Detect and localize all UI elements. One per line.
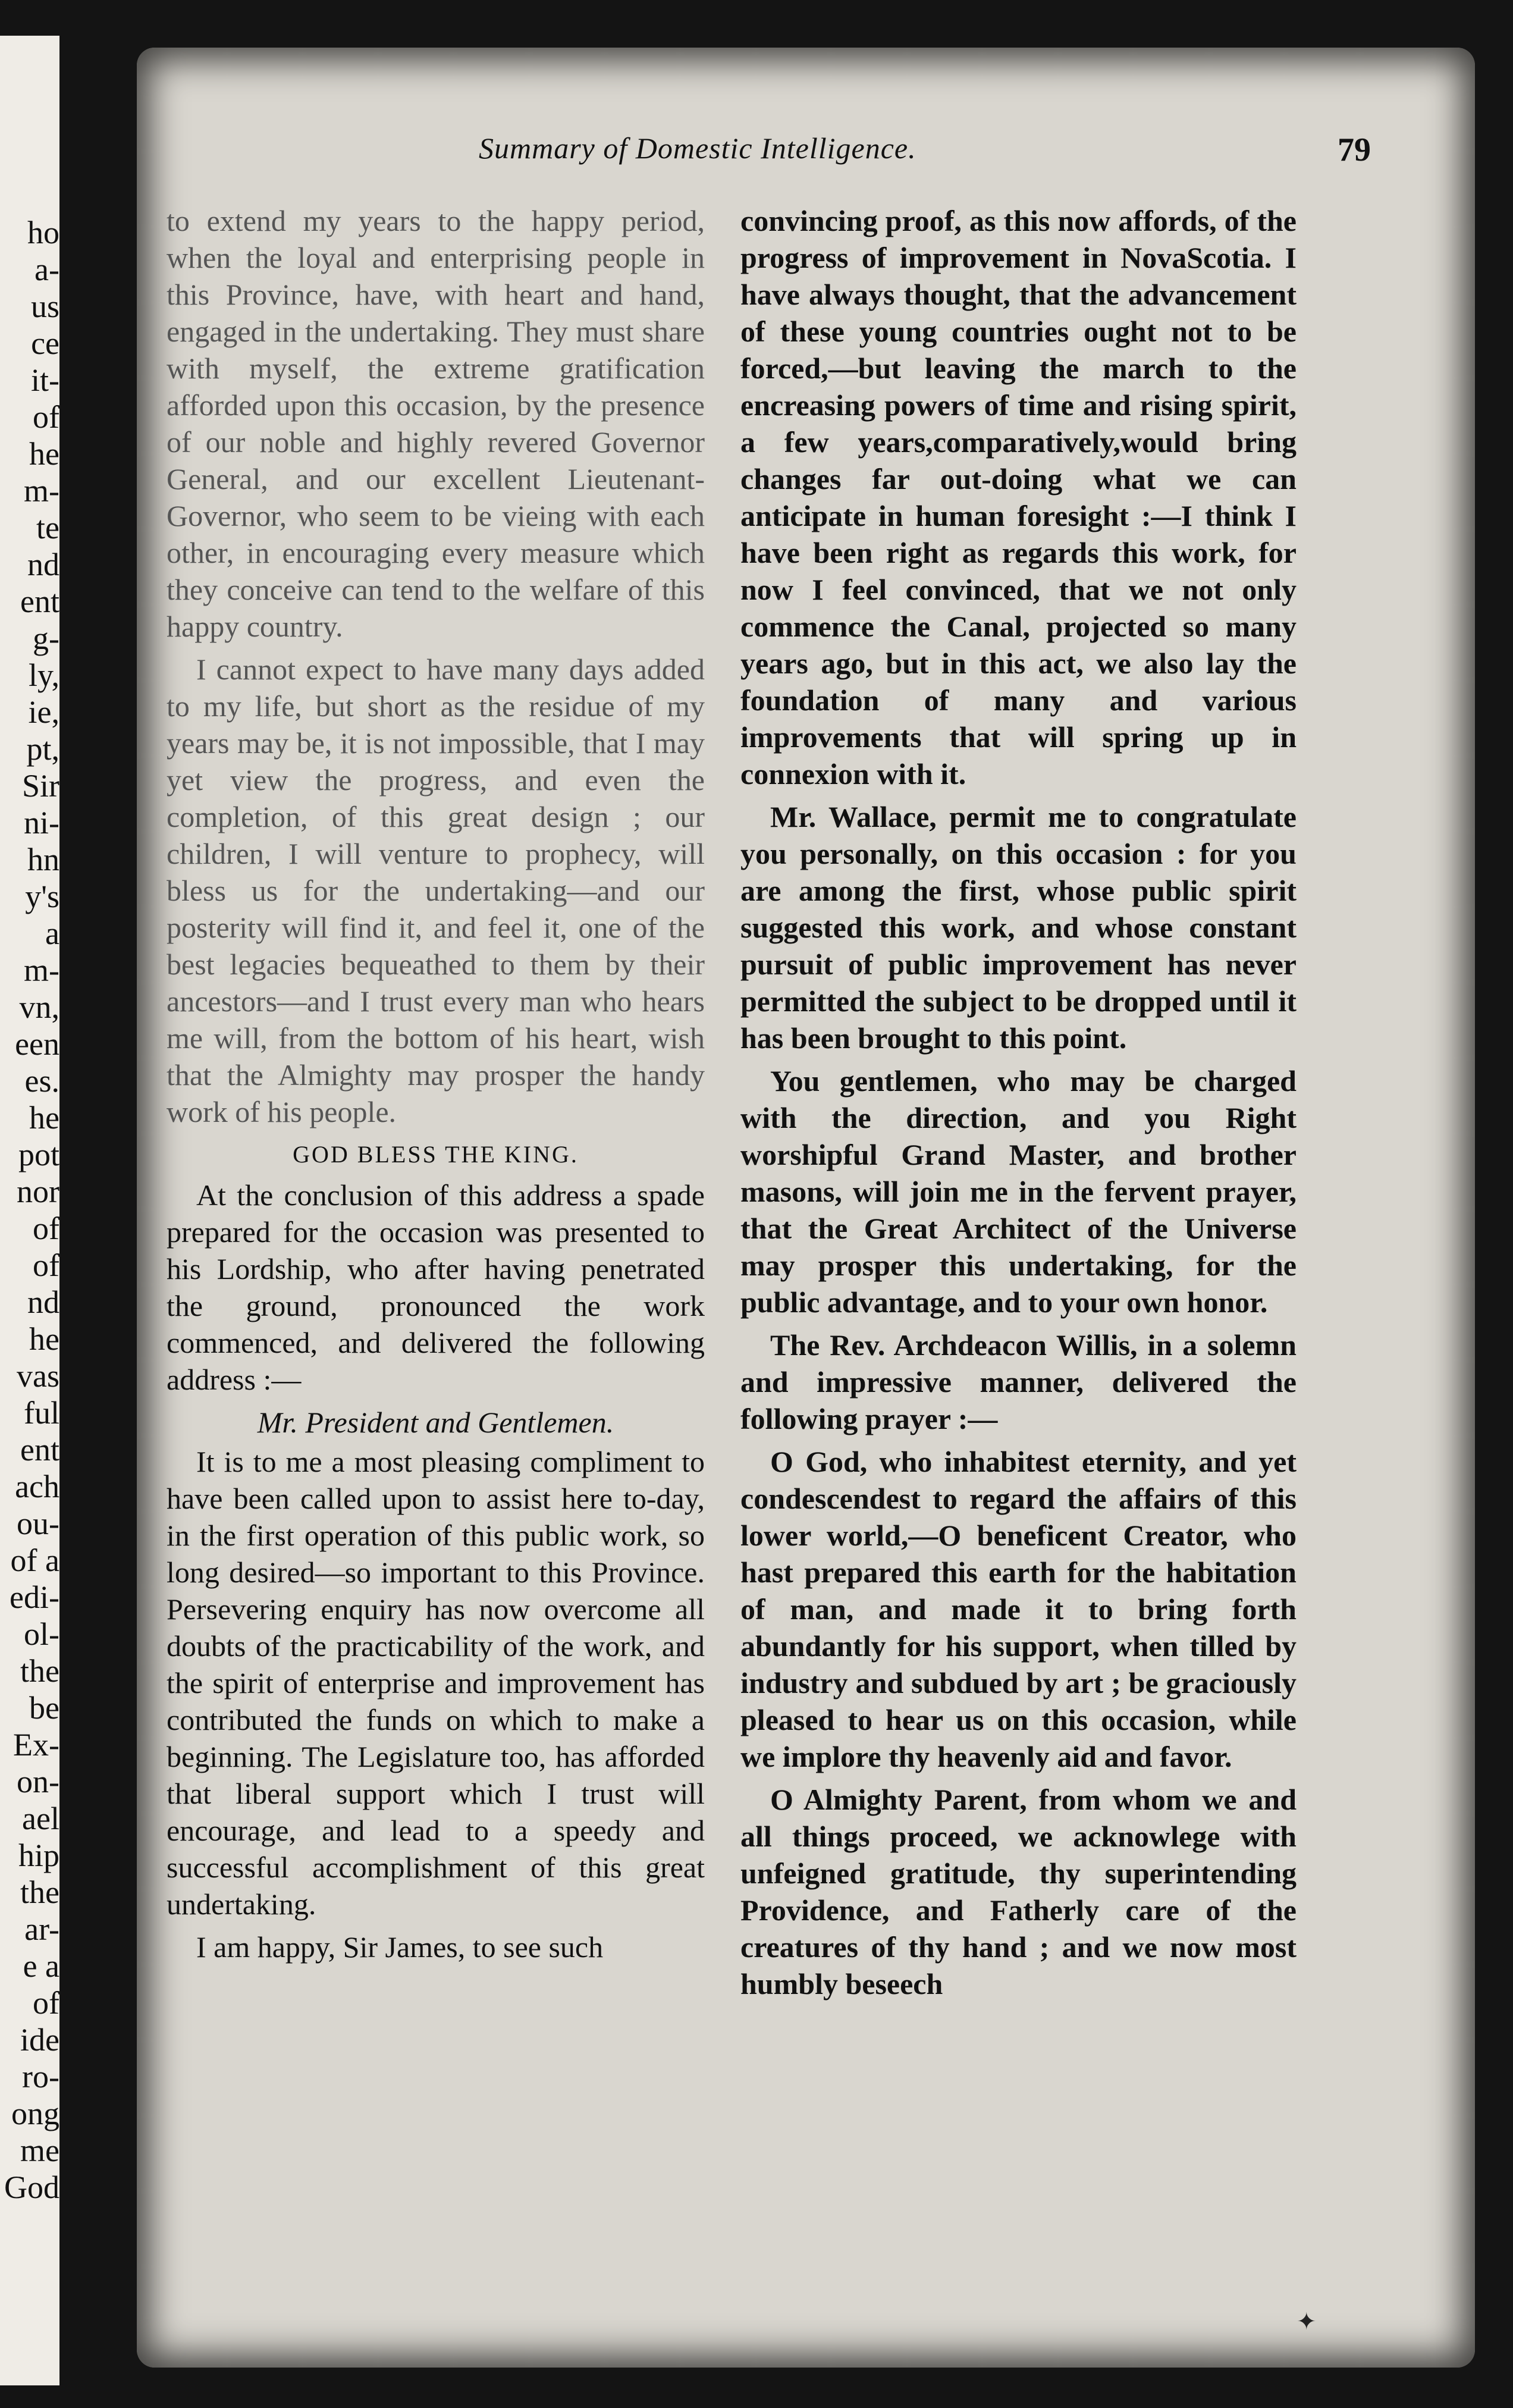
spine-fragment: ly, xyxy=(29,657,59,693)
right-paragraph-6: O Almighty Parent, from whom we and all things proceed, we acknowlege with unfeigned gratitude, thy superintending Providence, and Fatherly care of the creatures of thy hand ; and we now most humbly beseech xyxy=(740,1783,1297,2001)
spine-fragment: ael xyxy=(22,1801,59,1836)
spine-fragment: g- xyxy=(33,620,59,656)
spine-fragment: ro- xyxy=(22,2059,59,2095)
running-title: Summary of Domestic Intelligence. xyxy=(479,131,916,165)
page-number: 79 xyxy=(1338,131,1371,168)
spine-fragment: us xyxy=(30,289,59,324)
spine-fragment: ie, xyxy=(28,694,59,730)
spine-fragment: Ex- xyxy=(13,1727,59,1763)
spine-fragment: ar- xyxy=(24,1911,59,1947)
spine-fragment: ide xyxy=(20,2022,59,2058)
page-header xyxy=(479,131,1371,178)
right-paragraph-1: convincing proof, as this now affords, of the progress of improvement in NovaScotia. I have always thought, that the advancement of these young countries ought not to be forced,—but leaving the march to the encreasing powers of time and rising spirit, a few years,comparatively,would bring changes far out-doing what we can anticipate in human foresight :—I think I have been right as regards this work, for now I feel convinced, that we not only commence the Canal, projected so many years ago, but in this act, we also lay the foundation of many and various improvements that will spring up in connexion with it. xyxy=(740,204,1297,791)
spine-fragment: hip xyxy=(18,1838,59,1873)
bottom-mark: ✦ xyxy=(1297,2308,1317,2335)
spine-fragment: Sir xyxy=(21,768,59,804)
spine-fragment: of xyxy=(33,1211,59,1246)
spine-fragment: of a xyxy=(10,1542,59,1578)
right-column xyxy=(740,202,1297,2008)
spine-fragment: ent xyxy=(20,584,59,619)
right-paragraph-2: Mr. Wallace, permit me to congratulate you personally, on this occasion : for you are among the first, whose public spirit suggested this work, and whose constant pursuit of public improvement has never permitted the subject to be dropped until it has been brought to this point. xyxy=(740,800,1297,1055)
spine-fragment: the xyxy=(20,1653,59,1689)
spine-fragment: on- xyxy=(17,1764,59,1799)
left-paragraph-2: I cannot expect to have many days added to my life, but short as the residue of my years may be, it is not impossible, that I may yet view the progress, and even the completion, of this great design ; our children, I will venture to prophecy, will bless us for the undertaking—and our posterity will find it, and feel it, one of the best legacies bequeathed to them by their ancestors—and I trust every man who hears me will, from the bottom of his heart, wish that the Almighty may prosper the handy work of his people. xyxy=(167,653,705,1128)
spine-fragment: ho xyxy=(27,215,59,250)
spine-fragment: e a xyxy=(23,1948,59,1984)
spine-fragment: vas xyxy=(17,1358,59,1394)
spine-fragment: of xyxy=(33,1985,59,2021)
spine-fragment: nd xyxy=(27,1284,59,1320)
spine-fragment: ent xyxy=(20,1432,59,1468)
spine-fragment: ou- xyxy=(17,1506,59,1541)
spine-fragment: ni- xyxy=(24,805,59,841)
spine-fragment: edi- xyxy=(10,1579,59,1615)
spine-fragment: he xyxy=(29,436,59,472)
left-paragraph-4: It is to me a most pleasing compliment to have been called upon to assist here to-day, in the first operation of this public work, so long desired—so important to this Province. Persevering enquiry has now overcome all doubts of the practicability of the work, and the spirit of enterprise and improvement has contributed the funds on which to make a beginning. The Legislature too, has afforded that liberal support which I trust will encourage, and lead to a speedy and successful accomplishment of this great undertaking. xyxy=(167,1445,705,1921)
spine-fragment: a xyxy=(45,915,59,951)
spine-fragment: een xyxy=(15,1026,59,1062)
left-paragraph-3: At the conclusion of this address a spade prepared for the occasion was presented to his Lordship, who after having penetrated the ground, pronounced the work commenced, and delivered the following address :— xyxy=(167,1178,705,1396)
spine-fragment: pot xyxy=(18,1137,59,1172)
spine-fragment: pt, xyxy=(26,731,59,767)
spine-fragment: a- xyxy=(34,252,59,287)
spine-fragment: it- xyxy=(31,362,59,398)
right-paragraph-5: O God, who inhabitest eternity, and yet condescendest to regard the affairs of this lower world,—O beneficent Creator, who hast prepared this earth for the habitation of man, and made it to bring forth abundantly for his support, when tilled by industry and subdued by art ; be graciously pleased to hear us on this occasion, while we implore thy heavenly aid and favor. xyxy=(740,1445,1297,1773)
spine-fragment: he xyxy=(29,1100,59,1136)
facing-page-edge xyxy=(0,36,59,2385)
spine-fragment: m- xyxy=(24,473,59,509)
spine-fragment: the xyxy=(20,1874,59,1910)
spine-fragment: ful xyxy=(24,1395,59,1431)
spine-fragment: y's xyxy=(25,879,59,914)
spine-fragment: ach xyxy=(15,1469,59,1504)
spine-fragment: te xyxy=(36,510,59,545)
god-bless-the-king: GOD BLESS THE KING. xyxy=(293,1141,579,1168)
spine-fragment: es. xyxy=(24,1063,59,1099)
spine-fragment: of xyxy=(33,399,59,435)
right-paragraph-3: You gentlemen, who may be charged with the direction, and you Right worshipful Grand Master, and brother masons, will join me in the fervent prayer, that the Great Architect of the Universe may prosper this undertaking, for the public advantage, and to your own honor. xyxy=(740,1064,1297,1319)
spine-fragment: be xyxy=(29,1690,59,1726)
spine-fragment: ong xyxy=(11,2096,59,2131)
spine-fragment: m- xyxy=(24,952,59,988)
spine-fragment: hn xyxy=(27,842,59,877)
spine-fragment: me xyxy=(20,2133,59,2168)
spine-fragment: nor xyxy=(17,1174,59,1209)
left-column xyxy=(167,202,705,1971)
spine-fragment: vn, xyxy=(19,989,59,1025)
spine-fragment: God xyxy=(4,2169,59,2205)
left-paragraph-1: to extend my years to the happy period, when the loyal and enterprising people in this Province, have, with heart and hand, engaged in the undertaking. They must share with myself, the extreme gratification afforded upon this occasion, by the presence of our noble and highly revered Governor General, and our excellent Lieutenant-Governor, who seem to be vieing with each other, in encouraging every measure which they conceive can tend to the welfare of this happy country. xyxy=(167,204,705,643)
salutation: Mr. President and Gentlemen. xyxy=(257,1406,614,1439)
spine-fragment: he xyxy=(29,1321,59,1357)
spine-fragment: ol- xyxy=(24,1616,59,1652)
spine-fragment: ce xyxy=(31,325,59,361)
spine-fragment: of xyxy=(33,1247,59,1283)
facing-page-fragments xyxy=(0,214,59,2206)
left-paragraph-5: I am happy, Sir James, to see such xyxy=(196,1930,604,1964)
spine-fragment: nd xyxy=(27,547,59,582)
right-paragraph-4: The Rev. Archdeacon Willis, in a solemn and impressive manner, delivered the following prayer :— xyxy=(740,1328,1297,1435)
